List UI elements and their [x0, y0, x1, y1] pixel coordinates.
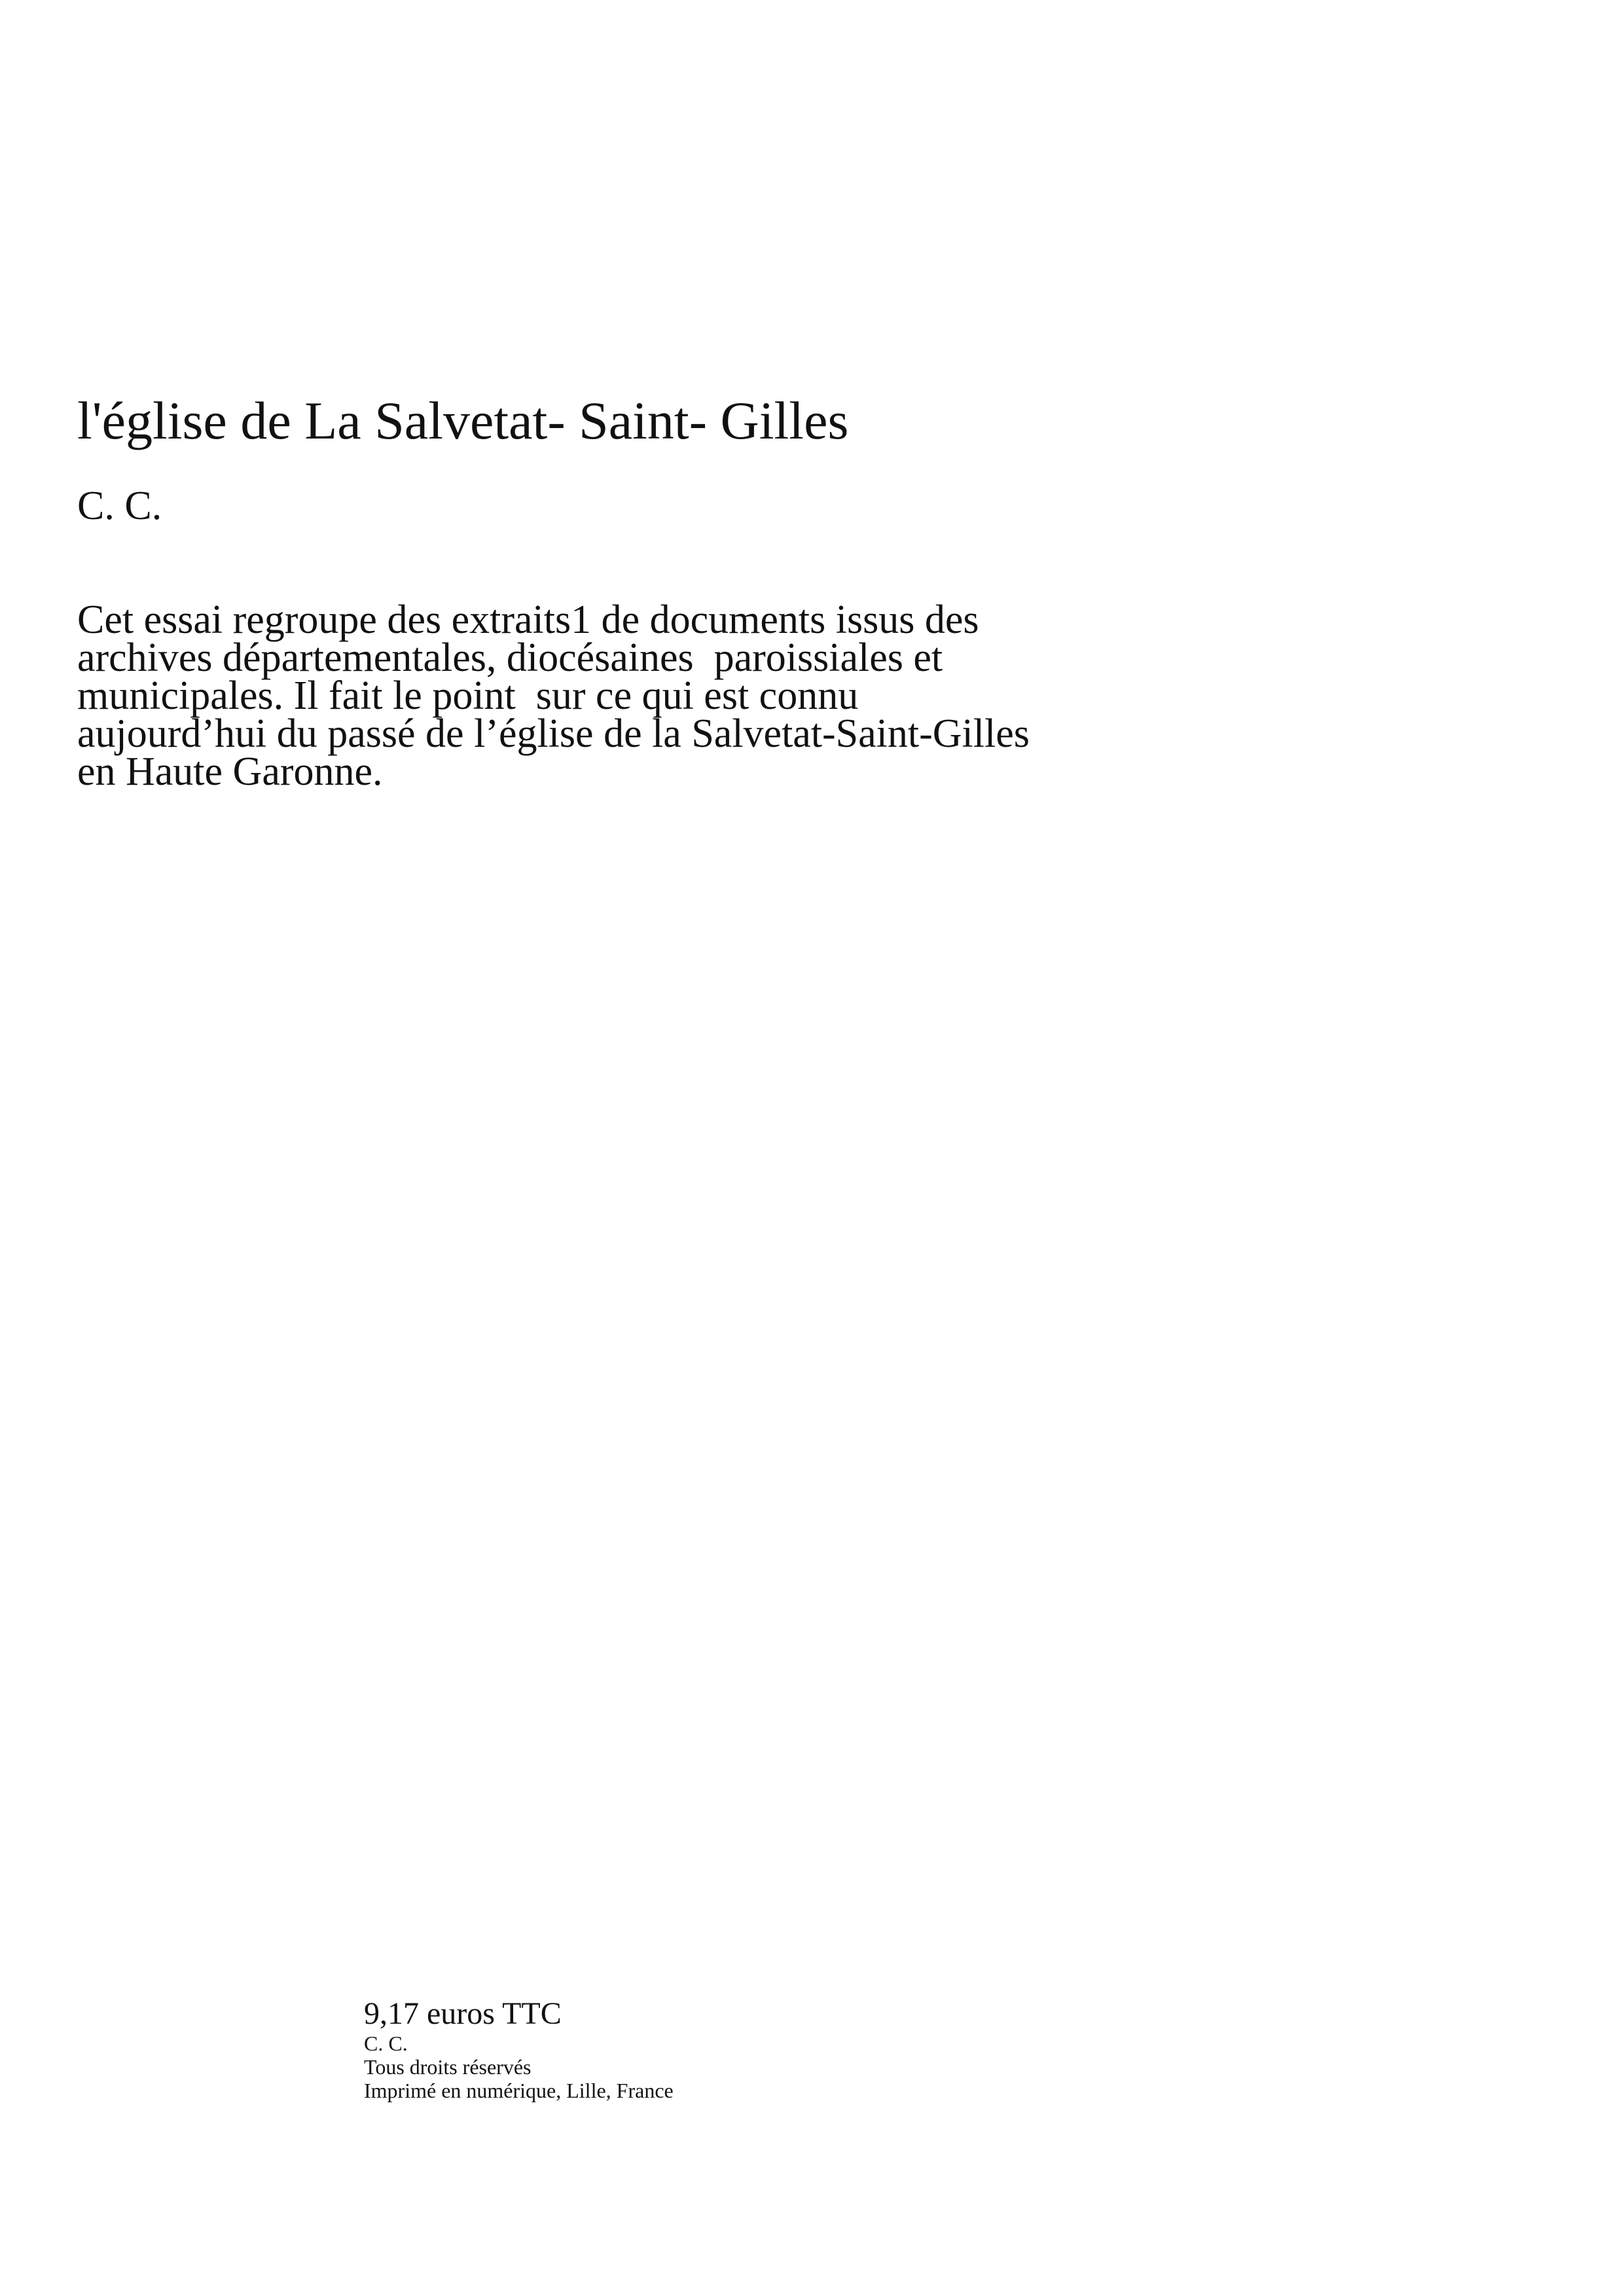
- document-abstract: [77, 598, 1030, 794]
- colophon-author: C. C.: [364, 2032, 408, 2055]
- price-label: 9,17 euros TTC: [364, 1996, 562, 2031]
- abstract-line: municipales. Il fait le point sur ce qui est connu: [77, 673, 859, 718]
- rights-notice: Tous droits réservés: [364, 2055, 532, 2079]
- document-author: C. C.: [77, 484, 162, 528]
- abstract-line: en Haute Garonne.: [77, 749, 383, 794]
- abstract-line: archives départementales, diocésaines paroissiales et: [77, 636, 943, 680]
- document-title: l'église de La Salvetat- Saint- Gilles: [77, 391, 849, 450]
- abstract-line: Cet essai regroupe des extraits1 de documents issus des: [77, 598, 979, 642]
- colophon: [364, 1996, 953, 2102]
- printing-info: Imprimé en numérique, Lille, France: [364, 2079, 674, 2102]
- abstract-line: aujourd’hui du passé de l’église de la Salvetat-Saint-Gilles: [77, 711, 1030, 756]
